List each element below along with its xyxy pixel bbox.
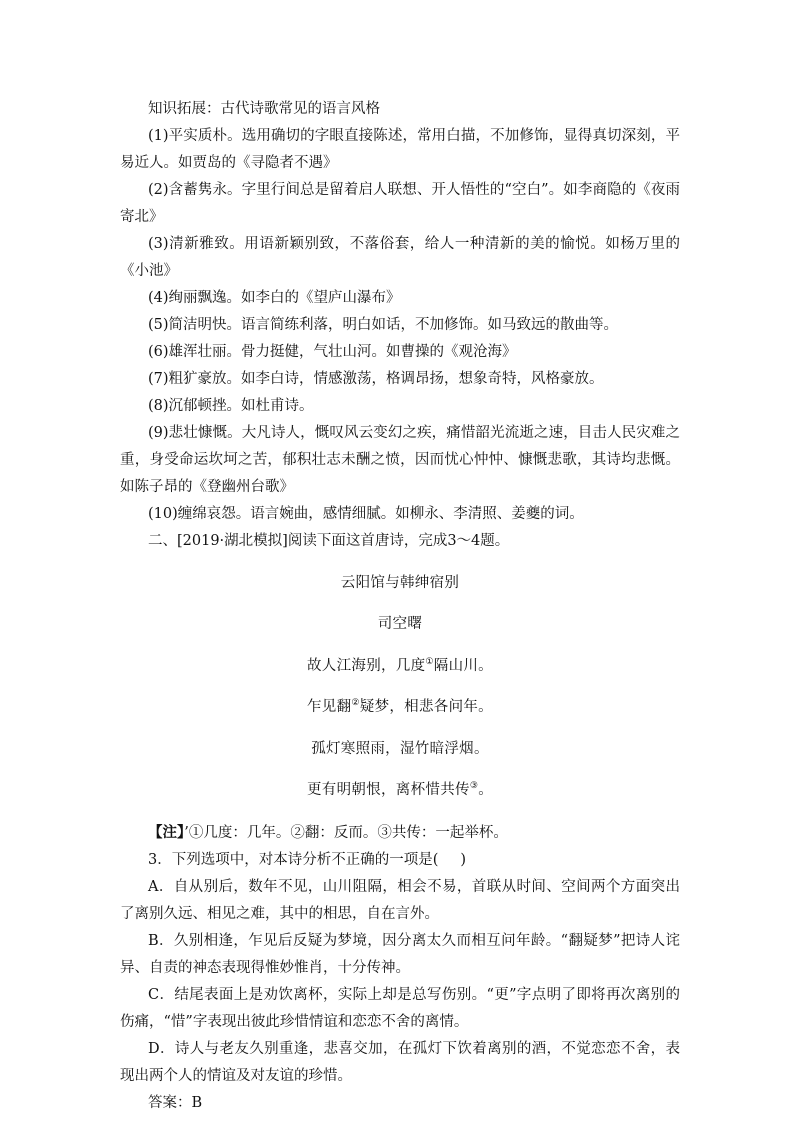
poem-line-1: 故人江海别，几度①隔山川。 (307, 656, 493, 674)
footnote-marker-3: ③ (469, 781, 479, 792)
answer-line: 答案：B (148, 1094, 203, 1111)
option-c: C．结尾表面上是劝饮离杯，实际上却是总写伤别。“更”字点明了即将再次离别的伤痛，“惜”字表现出彼此珍惜情谊和恋恋不舍的离情。 (120, 986, 680, 1030)
style-item-8: (8)沉郁顿挫。如杜甫诗。 (148, 398, 314, 414)
style-item-3: (3)清新雅致。用语新颖别致，不落俗套，给人一种清新的美的愉悦。如杨万里的《小池》 (120, 236, 680, 279)
style-item-6: (6)雄浑壮丽。骨力挺健，气壮山河。如曹操的《观沧海》 (148, 344, 517, 360)
footnote-marker-1: ① (425, 656, 434, 667)
section-intro: 二、[2019·湖北模拟]阅读下面这首唐诗，完成3～4题。 (148, 533, 510, 549)
style-item-2: (2)含蓄隽永。字里行间总是留着启人联想、开人悟性的“空白”。如李商隐的《夜雨寄北》 (120, 182, 680, 225)
question-stem: 3．下列选项中，对本诗分析不正确的一项是( ) (148, 851, 467, 868)
note-label: 【注】 (148, 823, 185, 841)
poem-line-2: 乍见翻②疑梦，相悲各问年。 (307, 698, 493, 715)
style-item-7: (7)粗犷豪放。如李白诗，情感激荡，格调昂扬，想象奇特，风格豪放。 (148, 371, 604, 387)
document-content (120, 96, 680, 1117)
option-b: B．久别相逢，乍见后反疑为梦境，因分离太久而相互问年龄。“翻疑梦”把诗人诧异、自责的神态表现得惟妙惟肖，十分传神。 (120, 932, 680, 976)
poem-line-4: 更有明朝恨，离杯惜共传③。 (307, 781, 493, 798)
note-text: ’①几度：几年。②翻：反而。③共传：一起举杯。 (184, 824, 508, 841)
style-item-9: (9)悲壮慷慨。大凡诗人，慨叹风云变幻之疾，痛惜韶光流逝之速，目击人民灾难之重，身受命运坎坷之苦，郁积壮志未酬之愤，因而忧心忡忡、慷慨悲歌，其诗均悲慨。如陈子昂的《登幽州台歌》 (120, 425, 680, 495)
style-item-1: (1)平实质朴。选用确切的字眼直接陈述，常用白描，不加修饰，显得真切深刻，平易近人。如贾岛的《寻隐者不遇》 (120, 128, 680, 171)
poem-title: 云阳馆与韩绅宿别 (340, 574, 460, 591)
poem-author: 司空曙 (377, 616, 423, 632)
knowledge-heading: 知识拓展：古代诗歌常见的语言风格 (148, 101, 380, 117)
style-item-5: (5)简洁明快。语言简练利落，明白如话，不加修饰。如马致远的散曲等。 (148, 317, 619, 333)
option-d: D．诗人与老友久别重逢，悲喜交加，在孤灯下饮着离别的酒，不觉恋恋不舍，表现出两个人的情谊及对友谊的珍惜。 (120, 1040, 680, 1084)
style-item-4: (4)绚丽飘逸。如李白的《望庐山瀑布》 (148, 290, 401, 306)
poem-line-3: 孤灯寒照雨，湿竹暗浮烟。 (311, 740, 489, 757)
footnote-marker-2: ② (351, 698, 360, 709)
option-a: A．自从别后，数年不见，山川阻隔，相会不易，首联从时间、空间两个方面突出了离别久远、相见之难，其中的相思，自在言外。 (120, 878, 680, 922)
poem-note (120, 819, 680, 847)
style-item-10: (10)缠绵哀怨。语言婉曲，感情细腻。如柳永、李清照、姜夔的词。 (148, 506, 584, 522)
